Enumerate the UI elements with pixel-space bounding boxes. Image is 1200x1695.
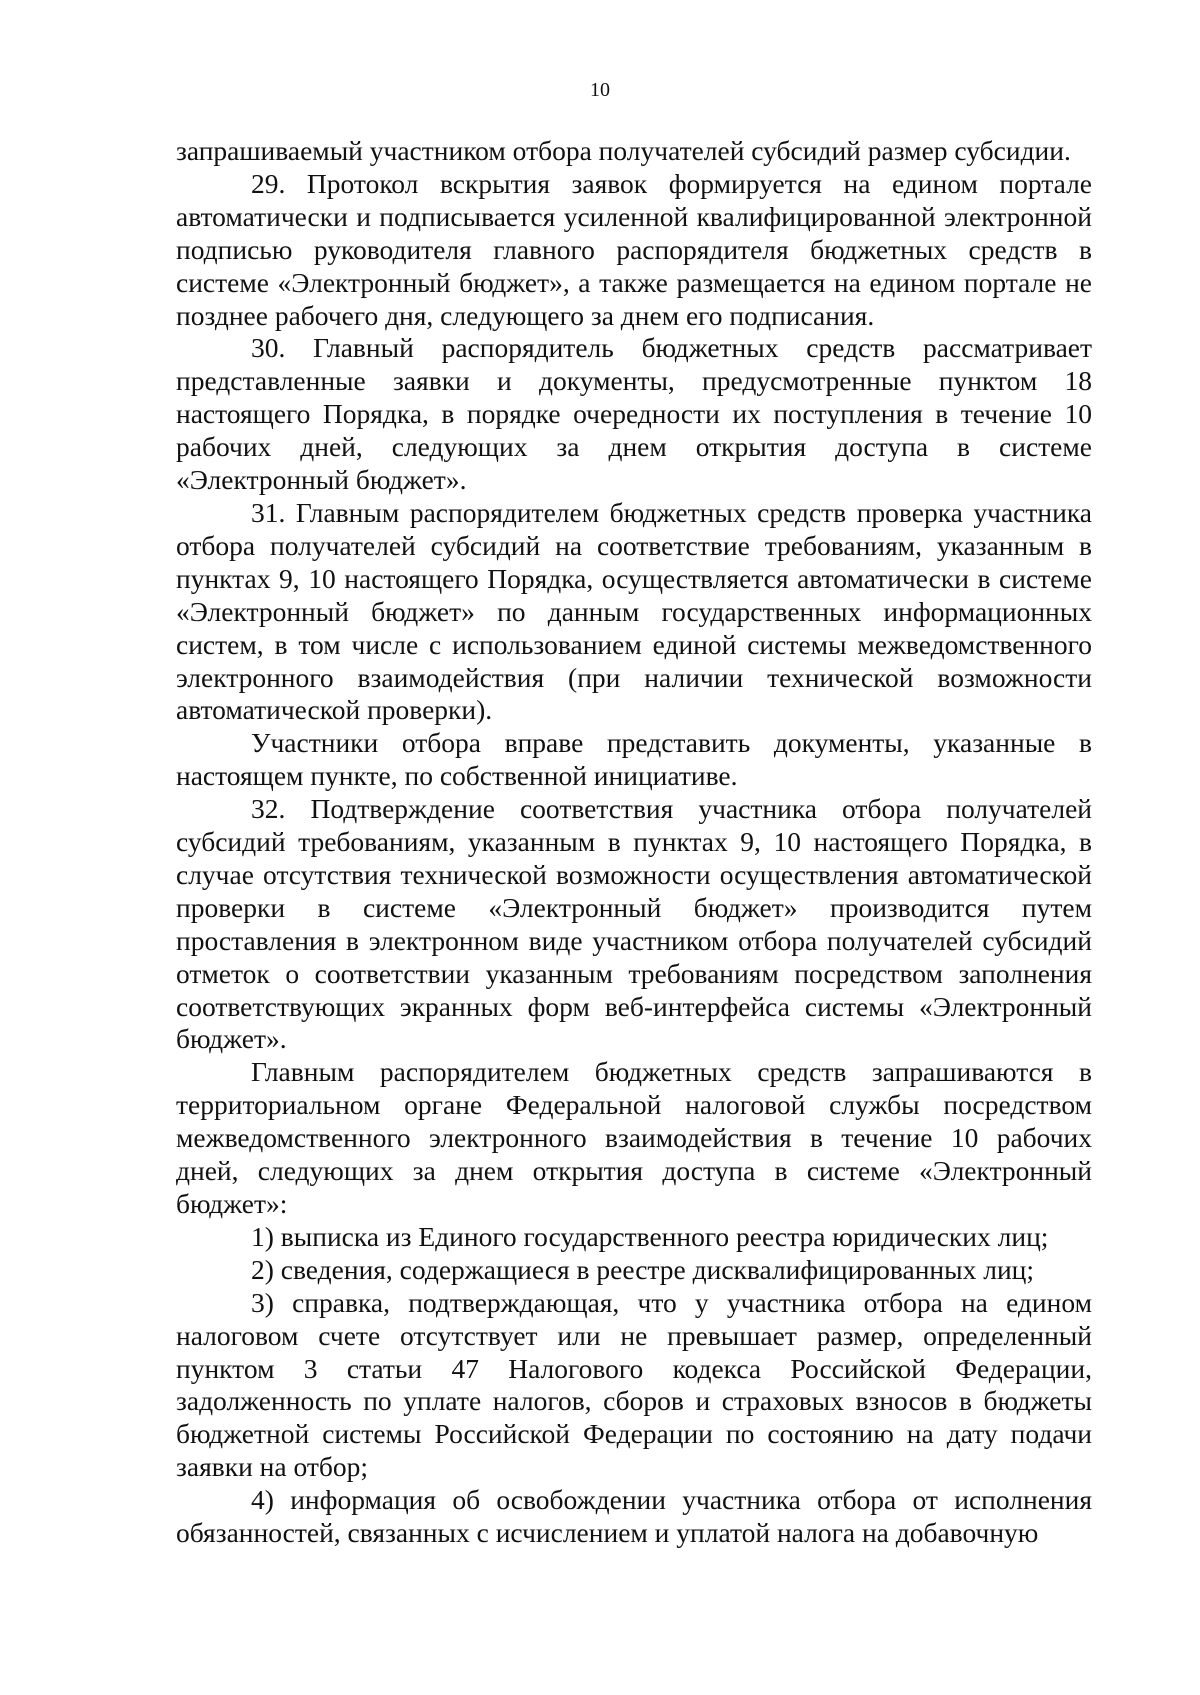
paragraph-requests: Главным распорядителем бюджетных средств запрашиваются в территориальном органе Федеральной налоговой службы посредством межведомственного электронного взаимодействия в течение 10 рабочих дней, следующих за днем открытия доступа в системе «Электронный бюджет»: [176,1056,1092,1219]
paragraph-item-31: 31. Главным распорядителем бюджетных средств проверка участника отбора получателей субсидий на соответствие требованиям, указанным в пунктах 9, 10 настоящего Порядка, осуществляется автоматически в системе «Электронный бюджет» по данным государственных информационных систем, в том числе с использованием единой системы межведомственного электронного взаимодействия (при наличии технической возможности автоматической проверки). [176,496,1092,726]
list-item-1: 1) выписка из Единого государственного реестра юридических лиц; [251,1220,1049,1252]
paragraph-item-30: 30. Главный распорядитель бюджетных средств рассматривает представленные заявки и документы, предусмотренные пунктом 18 настоящего Порядка, в порядке очередности их поступления в течение 10 рабочих дней, следующих за днем открытия доступа в системе «Электронный бюджет». [176,332,1092,496]
list-item-2: 2) сведения, содержащиеся в реестре дисквалифицированных лиц; [251,1253,1035,1285]
paragraph-item-32: 32. Подтверждение соответствия участника отбора получателей субсидий требованиям, указанным в пунктах 9, 10 настоящего Порядка, в случае отсутствия технической возможности осуществления автоматической проверки в системе «Электронный бюджет» производится путем проставления в электронном виде участником отбора получателей субсидий отметок о соответствии указанным требованиям посредством заполнения соответствующих экранных форм веб-интерфейса системы «Электронный бюджет». [176,793,1092,1055]
document-body [176,135,1092,1550]
list-item-4: 4) информация об освобождении участника отбора от исполнения обязанностей, связанных с исчислением и уплатой налога на добавочную [176,1484,1092,1549]
page-number: 10 [590,79,610,101]
list-item-3: 3) справка, подтверждающая, что у участника отбора на едином налоговом счете отсутствует или не превышает размер, определенный пунктом 3 статьи 47 Налогового кодекса Российской Федерации, задолженность по уплате налогов, сборов и страховых взносов в бюджеты бюджетной системы Российской Федерации по состоянию на дату подачи заявки на отбор; [176,1286,1092,1483]
paragraph-participants-right: Участники отбора вправе представить документы, указанные в настоящем пункте, по собственной инициативе. [176,727,1092,792]
paragraph-item-29: 29. Протокол вскрытия заявок формируется на едином портале автоматически и подписывается усиленной квалифицированной электронной подписью руководителя главного распорядителя бюджетных средств в системе «Электронный бюджет», а также размещается на едином портале не позднее рабочего дня, следующего за днем его подписания. [176,167,1092,331]
paragraph-continuation: запрашиваемый участником отбора получателей субсидий размер субсидии. [176,135,1071,166]
